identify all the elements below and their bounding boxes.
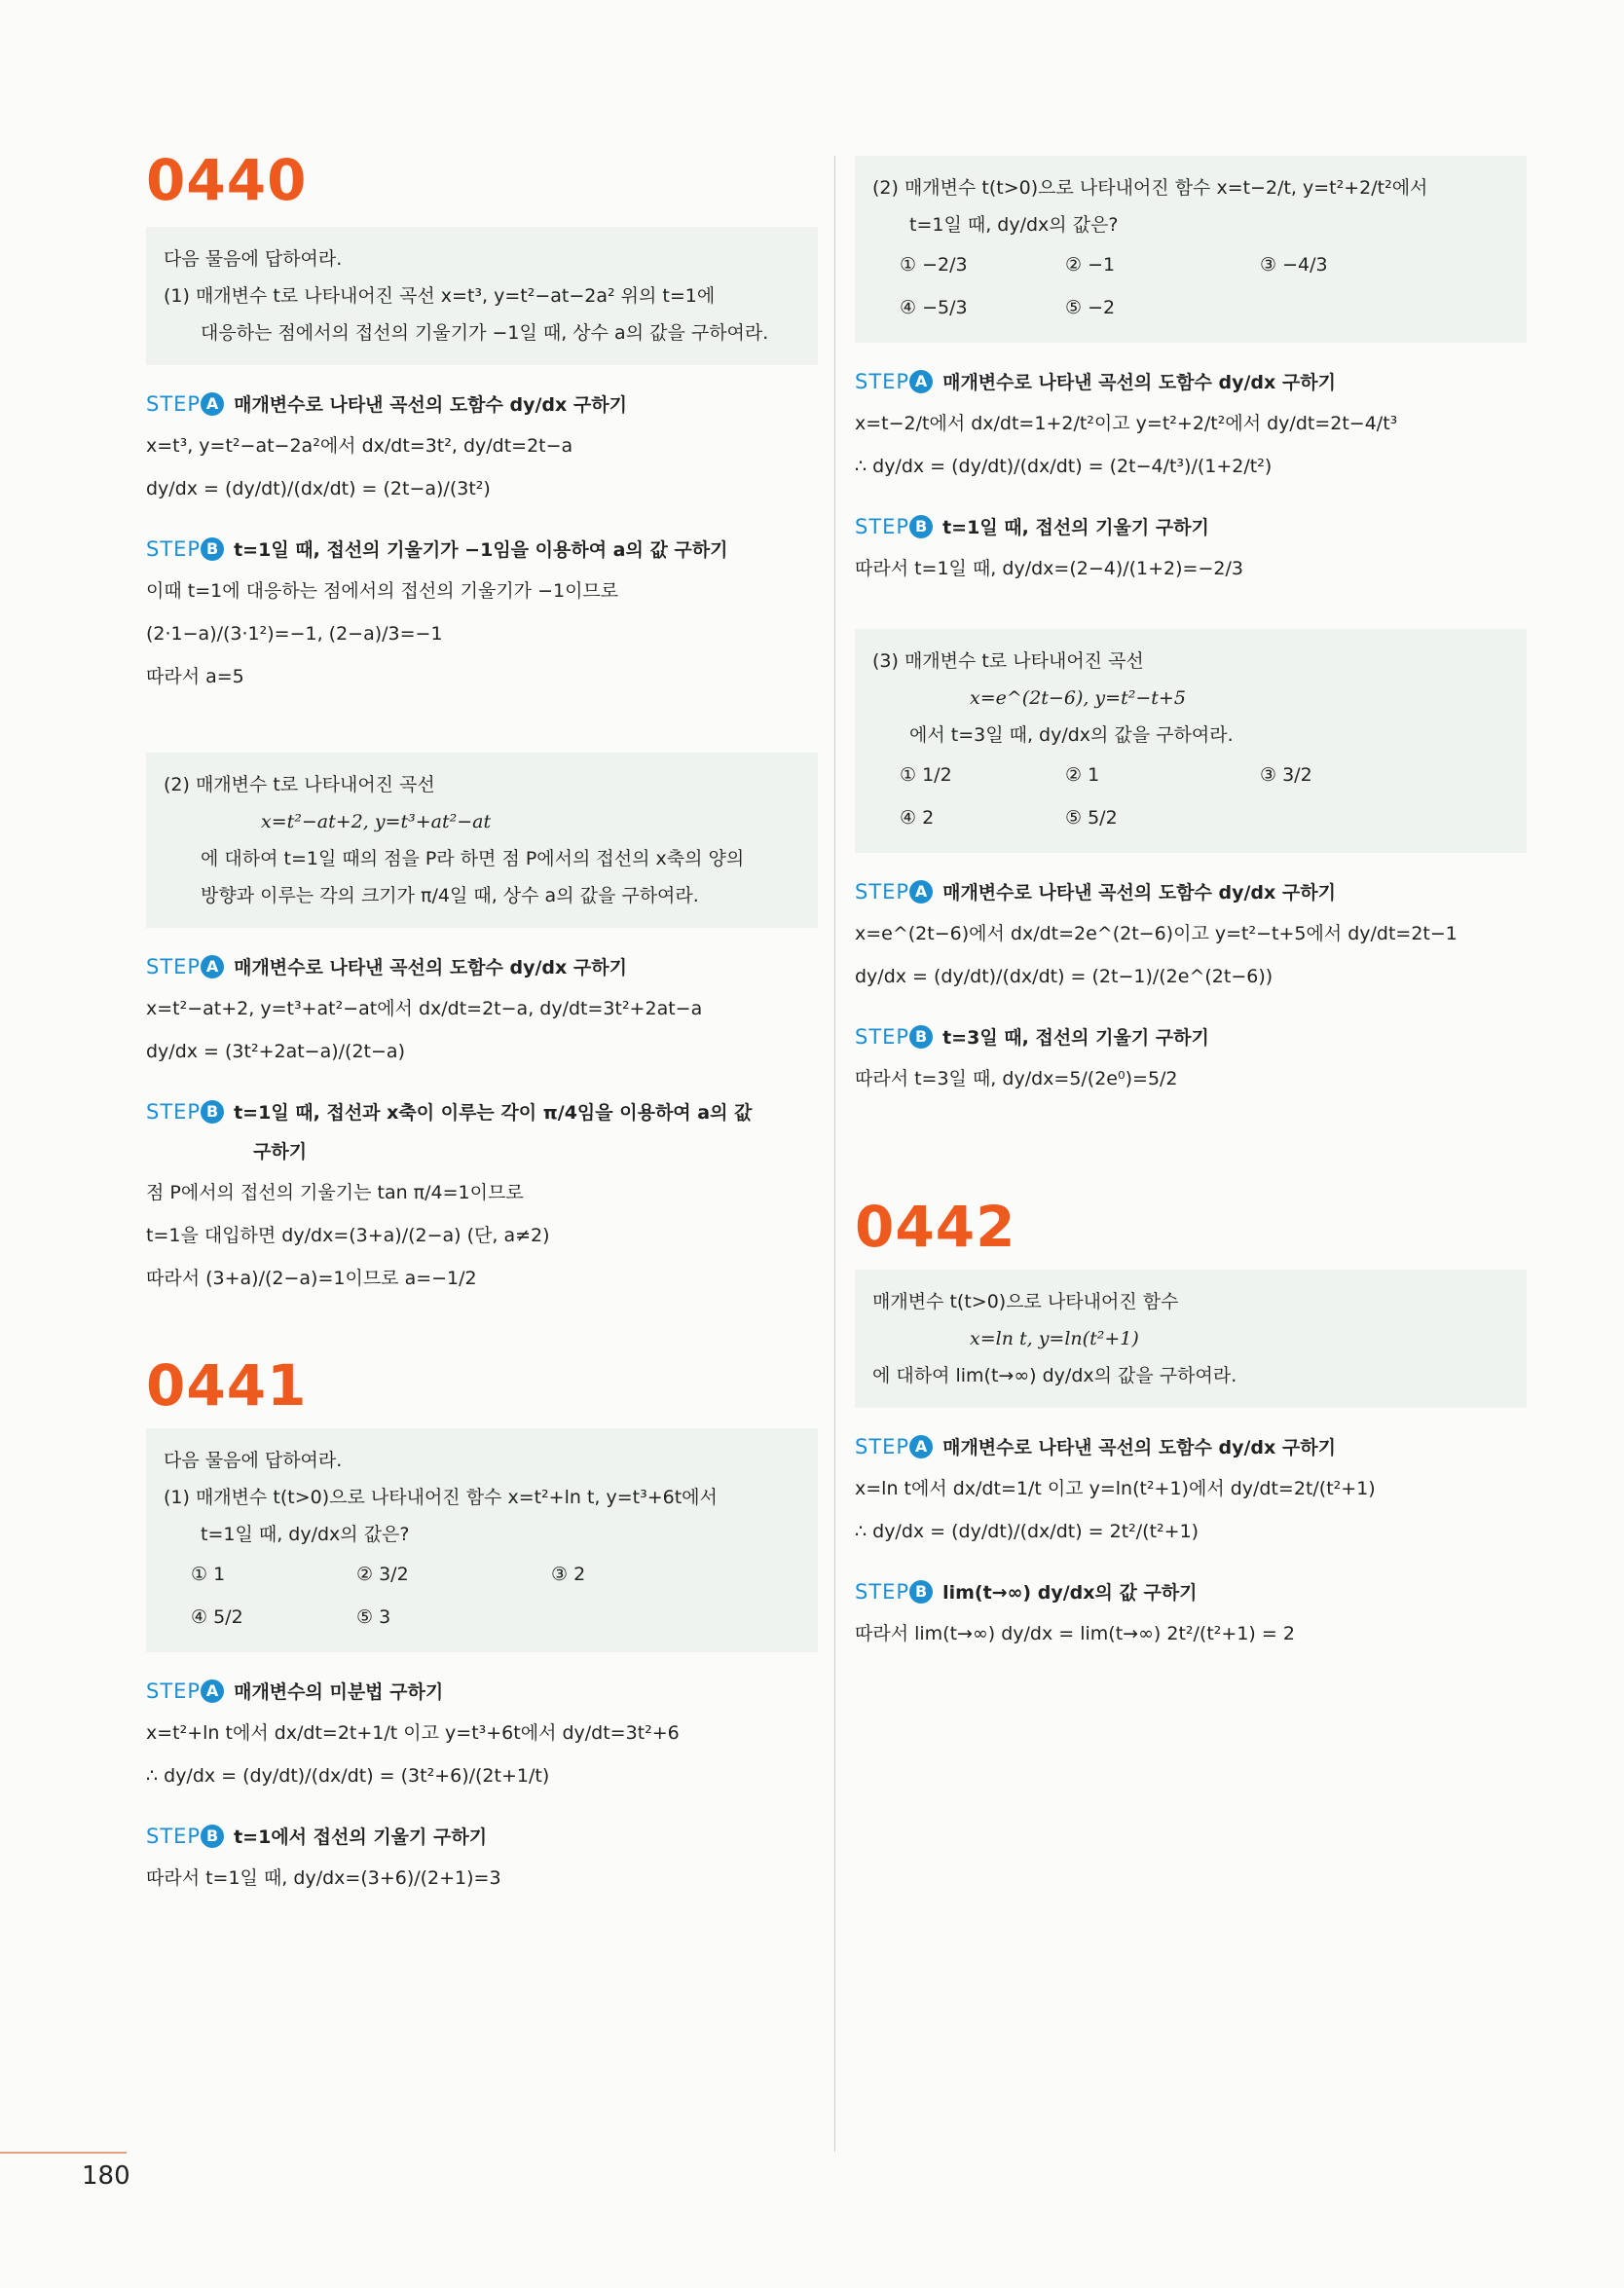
step-title: t=1에서 접선의 기울기 구하기	[234, 1827, 488, 1848]
step-title: 매개변수로 나타낸 곡선의 도함수 dy/dx 구하기	[942, 1437, 1336, 1458]
step-label: STEP	[855, 1580, 910, 1604]
question-box-0440-1	[146, 227, 818, 365]
right-column	[855, 156, 1527, 1655]
step-label: STEP	[146, 392, 202, 416]
solution-line: 따라서 lim(t→∞) dy/dx = lim(t→∞) 2t²/(t²+1) = 2	[855, 1623, 1295, 1644]
question-text: 에서 t=3일 때, dy/dx의 값을 구하여라.	[909, 724, 1234, 746]
solution-line: x=t²−at+2, y=t³+at²−at에서 dx/dt=2t−a, dy/dt=3t²+2at−a	[146, 998, 703, 1019]
question-box-0440-3	[855, 629, 1527, 853]
step-letter: B	[909, 515, 933, 538]
question-box-0440-2b	[855, 156, 1527, 343]
step-title: 매개변수로 나타낸 곡선의 도함수 dy/dx 구하기	[234, 957, 627, 978]
choice[interactable]: ② 3/2	[356, 1564, 409, 1585]
step-title: 매개변수의 미분법 구하기	[234, 1681, 444, 1703]
solution-line: x=t²+ln t에서 dx/dt=2t+1/t 이고 y=t³+6t에서 dy/dt=3t²+6	[146, 1722, 680, 1744]
step-b	[146, 1817, 818, 1857]
step-a	[146, 1672, 818, 1712]
solution-line: x=t−2/t에서 dx/dt=1+2/t²이고 y=t²+2/t²에서 dy/dt=2t−4/t³	[855, 413, 1398, 434]
step-label: STEP	[146, 1825, 202, 1848]
solution-line: 따라서 a=5	[146, 666, 244, 687]
question-text: x=t²−at+2, y=t³+at²−at	[261, 811, 492, 832]
choice[interactable]: ⑤ 3	[356, 1606, 391, 1628]
step-letter: B	[201, 1100, 224, 1124]
step-label: STEP	[146, 1679, 202, 1703]
question-text: x=e^(2t−6), y=t²−t+5	[970, 687, 1186, 709]
solution-line: x=e^(2t−6)에서 dx/dt=2e^(2t−6)이고 y=t²−t+5에서 dy/dt=2t−1	[855, 923, 1458, 944]
solution-line: 따라서 t=1일 때, dy/dx=(2−4)/(1+2)=−2/3	[855, 558, 1243, 579]
question-intro: 다음 물음에 답하여라.	[164, 248, 343, 270]
question-text: (1) 매개변수 t(t>0)으로 나타내어진 함수 x=t²+ln t, y=t³+6t에서	[164, 1487, 718, 1508]
step-letter: A	[201, 392, 224, 416]
question-box-0440-2	[146, 753, 818, 928]
footer-rule	[0, 2152, 127, 2154]
solution-line: x=ln t에서 dx/dt=1/t 이고 y=ln(t²+1)에서 dy/dt=2t/(t²+1)	[855, 1478, 1376, 1499]
step-a	[146, 947, 818, 987]
question-box-0442	[855, 1270, 1527, 1408]
step-title: 매개변수로 나타낸 곡선의 도함수 dy/dx 구하기	[942, 372, 1336, 393]
choice[interactable]: ② 1	[1065, 764, 1100, 786]
step-letter: B	[201, 1825, 224, 1848]
solution-line: 점 P에서의 접선의 기울기는 tan π/4=1이므로	[146, 1182, 524, 1203]
question-text: (1) 매개변수 t로 나타내어진 곡선 x=t³, y=t²−at−2a² 위의 t=1에	[164, 285, 716, 307]
solution-line: 따라서 t=1일 때, dy/dx=(3+6)/(2+1)=3	[146, 1867, 501, 1889]
question-intro: 다음 물음에 답하여라.	[164, 1450, 343, 1471]
step-label: STEP	[146, 537, 202, 561]
step-label: STEP	[146, 1100, 202, 1124]
step-letter: B	[909, 1025, 933, 1049]
solution-line: ∴ dy/dx = (dy/dt)/(dx/dt) = 2t²/(t²+1)	[855, 1521, 1200, 1542]
answer-choices	[872, 243, 1511, 329]
step-a	[146, 385, 818, 424]
step-label: STEP	[855, 515, 910, 538]
choice[interactable]: ① 1/2	[900, 764, 952, 786]
step-title: lim(t→∞) dy/dx의 값 구하기	[942, 1582, 1198, 1604]
step-title: t=3일 때, 접선의 기울기 구하기	[942, 1027, 1209, 1049]
step-b	[146, 1092, 818, 1132]
problem-number-0441: 0441	[146, 1352, 308, 1419]
solution-line: (2·1−a)/(3·1²)=−1, (2−a)/3=−1	[146, 623, 443, 645]
question-text: t=1일 때, dy/dx의 값은?	[909, 214, 1119, 236]
step-label: STEP	[855, 1435, 910, 1458]
solution-line: dy/dx = (3t²+2at−a)/(2t−a)	[146, 1041, 405, 1062]
choice[interactable]: ④ 2	[900, 807, 935, 829]
choice[interactable]: ⑤ 5/2	[1065, 807, 1118, 829]
solution-line: x=t³, y=t²−at−2a²에서 dx/dt=3t², dy/dt=2t−a	[146, 435, 573, 457]
question-text: 에 대하여 lim(t→∞) dy/dx의 값을 구하여라.	[872, 1365, 1237, 1386]
step-letter: A	[201, 1679, 224, 1703]
question-text: t=1일 때, dy/dx의 값은?	[201, 1524, 410, 1545]
step-letter: B	[909, 1580, 933, 1604]
answer-choices	[164, 1553, 802, 1639]
solution-line: ∴ dy/dx = (dy/dt)/(dx/dt) = (2t−4/t³)/(1+2/t²)	[855, 456, 1273, 477]
step-letter: B	[201, 537, 224, 561]
solution-line: ∴ dy/dx = (dy/dt)/(dx/dt) = (3t²+6)/(2t+1/t)	[146, 1765, 550, 1787]
problem-number-0440: 0440	[146, 147, 308, 213]
question-text: (2) 매개변수 t(t>0)으로 나타내어진 함수 x=t−2/t, y=t²+2/t²에서	[872, 177, 1428, 199]
step-title: 매개변수로 나타낸 곡선의 도함수 dy/dx 구하기	[942, 882, 1336, 904]
choice[interactable]: ④ −5/3	[900, 297, 968, 318]
choice[interactable]: ③ 2	[551, 1564, 586, 1585]
solution-line: 이때 t=1에 대응하는 점에서의 접선의 기울기가 −1이므로	[146, 580, 619, 602]
step-label: STEP	[855, 880, 910, 904]
solution-line: t=1을 대입하면 dy/dx=(3+a)/(2−a) (단, a≠2)	[146, 1225, 550, 1246]
question-text: 매개변수 t(t>0)으로 나타내어진 함수	[872, 1291, 1179, 1312]
step-b	[855, 507, 1527, 547]
answer-choices	[872, 754, 1511, 839]
step-title: 매개변수로 나타낸 곡선의 도함수 dy/dx 구하기	[234, 394, 627, 416]
left-column	[146, 147, 818, 1900]
step-label: STEP	[855, 1025, 910, 1049]
step-title: 구하기	[253, 1141, 308, 1162]
question-text: (3) 매개변수 t로 나타내어진 곡선	[872, 650, 1144, 672]
solution-line: 따라서 (3+a)/(2−a)=1이므로 a=−1/2	[146, 1268, 477, 1289]
question-text: x=ln t, y=ln(t²+1)	[970, 1328, 1139, 1349]
step-label: STEP	[855, 370, 910, 393]
solution-line: dy/dx = (dy/dt)/(dx/dt) = (2t−1)/(2e^(2t−6))	[855, 966, 1273, 987]
choice[interactable]: ① −2/3	[900, 254, 968, 276]
step-letter: A	[909, 880, 933, 904]
question-text: 대응하는 점에서의 접선의 기울기가 −1일 때, 상수 a의 값을 구하여라.	[201, 322, 769, 344]
step-b	[146, 530, 818, 570]
column-divider	[834, 156, 835, 2152]
question-text: 에 대하여 t=1일 때의 점을 P라 하면 점 P에서의 접선의 x축의 양의	[201, 848, 745, 869]
step-title: t=1일 때, 접선의 기울기가 −1임을 이용하여 a의 값 구하기	[234, 539, 728, 561]
step-letter: A	[909, 370, 933, 393]
choice[interactable]: ③ −4/3	[1260, 254, 1328, 276]
choice[interactable]: ① 1	[191, 1564, 226, 1585]
step-letter: A	[909, 1435, 933, 1458]
page-number: 180	[82, 2161, 130, 2191]
problem-number-0442: 0442	[855, 1194, 1016, 1260]
step-a	[855, 872, 1527, 912]
step-title: t=1일 때, 접선의 기울기 구하기	[942, 517, 1209, 538]
step-a	[855, 1427, 1527, 1467]
solution-line: dy/dx = (dy/dt)/(dx/dt) = (2t−a)/(3t²)	[146, 478, 491, 499]
step-b	[855, 1572, 1527, 1612]
solution-line: 따라서 t=3일 때, dy/dx=5/(2e⁰)=5/2	[855, 1068, 1178, 1089]
choice[interactable]: ③ 3/2	[1260, 764, 1312, 786]
step-title: t=1일 때, 접선과 x축이 이루는 각이 π/4임을 이용하여 a의 값	[234, 1102, 753, 1124]
step-a	[855, 362, 1527, 402]
question-text: 방향과 이루는 각의 크기가 π/4일 때, 상수 a의 값을 구하여라.	[201, 885, 699, 906]
question-text: (2) 매개변수 t로 나타내어진 곡선	[164, 774, 435, 795]
question-box-0441	[146, 1428, 818, 1652]
choice[interactable]: ⑤ −2	[1065, 297, 1116, 318]
choice[interactable]: ② −1	[1065, 254, 1116, 276]
choice[interactable]: ④ 5/2	[191, 1606, 243, 1628]
step-b	[855, 1017, 1527, 1057]
step-letter: A	[201, 955, 224, 978]
step-label: STEP	[146, 955, 202, 978]
